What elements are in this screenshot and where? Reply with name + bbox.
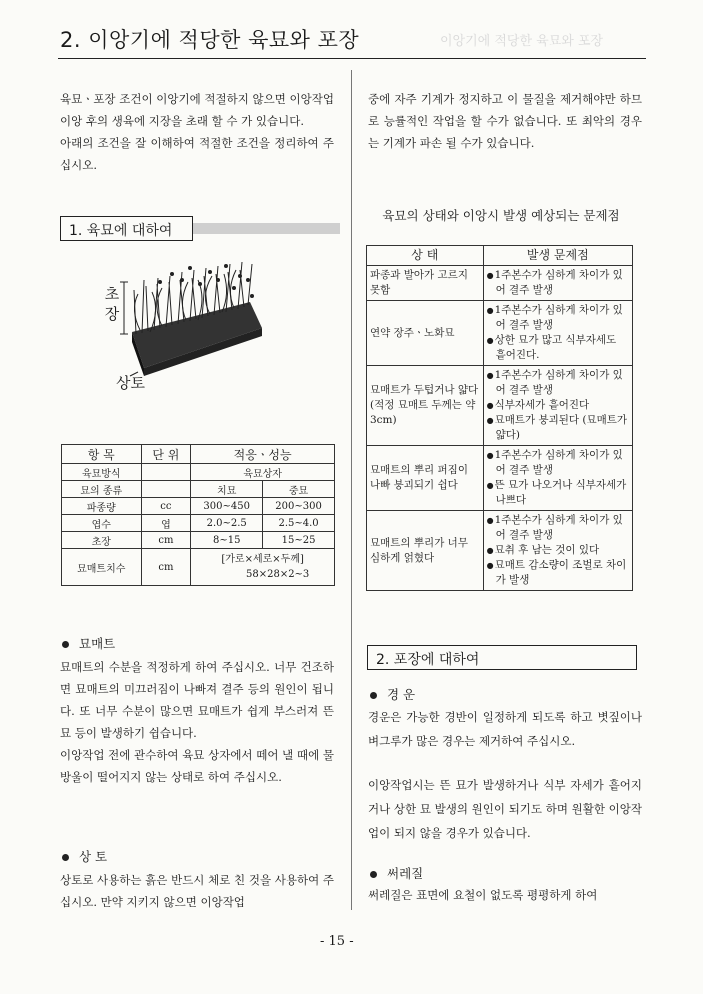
table-row: [62, 481, 335, 498]
subheading-soil: [62, 847, 107, 865]
table-row: [62, 532, 335, 549]
subheading-hardpan: [370, 685, 415, 703]
cell-value: 2.5~4.0: [263, 515, 335, 532]
col-header-performance: 적응ㆍ성능: [191, 445, 335, 464]
problem-item: ● 묘매트가 붕괴된다 (묘매트가 얇다): [487, 413, 629, 443]
cell-state: 묘매트가 두텁거나 얇다 (적정 묘매트 두께는 약 3cm): [367, 366, 484, 446]
table-row: [367, 446, 633, 511]
subheading-label: 상 토: [79, 849, 108, 864]
hardpan-para-1: 경운은 가능한 경반이 일정하게 되도록 하고 볏짚이나 벼그루가 많은 경우는 제거하여 주십시오.: [368, 710, 642, 748]
soil-para: 상토로 사용하는 흙은 반드시 체로 친 것을 사용하여 주십시오. 만약 지키지 않으면 이앙작업: [60, 873, 334, 909]
height-bracket-icon: [120, 282, 128, 334]
cell-value: 중묘: [263, 481, 335, 498]
bullet-icon: [62, 641, 69, 648]
cell-problems: [483, 511, 632, 591]
problem-item: ● 1주본수가 심하게 차이가 있어 결주 발생: [487, 513, 629, 543]
table-row: [367, 266, 633, 301]
cell-problems: [483, 446, 632, 511]
continued-text: [368, 88, 642, 154]
cell-value: 15~25: [263, 532, 335, 549]
section-heading-field: [367, 645, 637, 670]
cell-value: 8~15: [191, 532, 263, 549]
cell-value: [191, 549, 335, 586]
intro-para-1: 육묘ㆍ포장 조건이 이앙기에 적절하지 않으면 이앙작업 이앙 후의 생육에 지장을 초래 할 수 가 있습니다.: [60, 92, 334, 128]
soil-block-icon: [132, 302, 262, 376]
table-row: [62, 515, 335, 532]
page-title: 2. 이앙기에 적당한 육묘와 포장: [60, 28, 360, 52]
harrow-para: 써레질은 표면에 요철이 없도록 평평하게 하여: [368, 888, 598, 902]
cell-item: 묘의 종류: [62, 481, 142, 498]
table-header-row: [367, 246, 633, 266]
cell-unit: cm: [141, 532, 191, 549]
mat-para-1: 묘매트의 수분을 적정하게 하여 주십시오. 너무 건조하면 묘매트의 미끄러짐이 나빠져 결주 등의 원인이 됩니다. 또 너무 수분이 많으면 묘매트가 쉽게 부스러져 뜬묘 등이 발생하기 쉽습니다.: [60, 660, 334, 740]
cell-problems: [483, 301, 632, 366]
cell-value: 300~450: [191, 498, 263, 515]
table-row: [367, 366, 633, 446]
cell-value: 2.0~2.5: [191, 515, 263, 532]
col-header-state: 상 태: [367, 246, 484, 266]
mat-text: [60, 656, 334, 788]
cell-problems: [483, 266, 632, 301]
cell-item: 육묘방식: [62, 464, 142, 481]
problem-item: ● 뜬 묘가 나오거나 식부자세가 나쁘다: [487, 478, 629, 508]
cell-state: 연약 장주ㆍ노화묘: [367, 301, 484, 366]
cell-state: 묘매트의 뿌리가 너무 심하게 얽혔다: [367, 511, 484, 591]
cell-state: 묘매트의 뿌리 퍼짐이 나빠 붕괴되기 쉽다: [367, 446, 484, 511]
mat-dims-label: [가로×세로×두께]: [221, 554, 304, 565]
hardpan-text: [368, 705, 642, 845]
cell-unit: [141, 464, 191, 481]
col-header-unit: 단 위: [141, 445, 191, 464]
section-heading-label: 1. 육묘에 대하여: [69, 223, 173, 239]
col-header-item: 항 목: [62, 445, 142, 464]
column-divider: [351, 70, 352, 910]
table-row: [62, 464, 335, 481]
problem-item: ● 식부자세가 흩어진다: [487, 398, 629, 413]
cell-item: 묘매트치수: [62, 549, 142, 586]
hardpan-para-2: 이앙작업시는 뜬 묘가 발생하거나 식부 자세가 흩어지거나 상한 묘 발생의 원인이 되기도 하며 원활한 이앙작업이 되지 않을 경우가 있습니다.: [368, 778, 642, 840]
bullet-icon: [62, 854, 69, 861]
section-heading-seedling: [60, 216, 193, 241]
plant-height-label: 초장: [104, 285, 120, 323]
cell-state: 파종과 발아가 고르지 못함: [367, 266, 484, 301]
problem-item: ● 묘매트 감소량이 조벌로 차이가 발생: [487, 558, 629, 588]
problem-item: ● 1주본수가 심하게 차이가 있어 결주 발생: [487, 268, 629, 298]
cell-value: 치묘: [191, 481, 263, 498]
seedling-spec-table: [61, 444, 335, 586]
problem-item: ● 1주본수가 심하게 차이가 있어 결주 발생: [487, 303, 629, 333]
problem-item: ● 묘취 후 남는 것이 있다: [487, 543, 629, 558]
problem-item: ● 1주본수가 심하게 차이가 있어 결주 발생: [487, 368, 629, 398]
problem-item: ● 상한 묘가 많고 식부자세도 흩어진다.: [487, 333, 629, 363]
table-row: [367, 301, 633, 366]
cell-problems: [483, 366, 632, 446]
soil-text: [60, 869, 334, 913]
problem-item: ● 1주본수가 심하게 차이가 있어 결주 발생: [487, 448, 629, 478]
table-header-row: [62, 445, 335, 464]
subheading-label: 묘매트: [79, 636, 116, 651]
cell-value: 육묘상자: [191, 464, 335, 481]
continued-para: 중에 자주 기계가 정지하고 이 물질을 제거해야만 하므로 능률적인 작업을 할 수가 없습니다. 또 최악의 경우는 기계가 파손 될 수가 있습니다.: [368, 92, 642, 150]
cell-value: 200~300: [263, 498, 335, 515]
harrow-text: [368, 884, 642, 906]
soil-label: 상토: [116, 374, 145, 392]
cell-item: 엽수: [62, 515, 142, 532]
cell-item: 초장: [62, 532, 142, 549]
bullet-icon: [370, 692, 377, 699]
title-rule: [58, 58, 646, 59]
section-heading-label: 2. 포장에 대하여: [376, 652, 480, 668]
table-row: [367, 511, 633, 591]
page-number: - 15 -: [320, 934, 354, 949]
problem-table: [366, 245, 633, 591]
table-row: [62, 549, 335, 586]
subheading-harrow: [370, 864, 423, 882]
col-header-problem: 발생 문제점: [483, 246, 632, 266]
cell-unit: 엽: [141, 515, 191, 532]
bleed-through-title: 이앙기에 적당한 육묘와 포장: [440, 34, 604, 49]
subheading-mat: [62, 634, 115, 652]
mat-para-2: 이앙작업 전에 관수하여 육묘 상자에서 떼어 낼 때에 물방울이 떨어지지 않는 상태로 하여 주십시오.: [60, 748, 334, 784]
cell-item: 파종량: [62, 498, 142, 515]
subheading-label: 경 운: [387, 687, 416, 702]
cell-unit: cc: [141, 498, 191, 515]
cell-unit: cm: [141, 549, 191, 586]
mat-dims-value: 58×28×2~3: [245, 569, 310, 580]
table-row: [62, 498, 335, 515]
problem-table-title: 육묘의 상태와 이앙시 발생 예상되는 문제점: [382, 208, 620, 223]
intro-para-2: 아래의 조건을 잘 이해하여 적절한 조건을 정리하여 주십시오.: [60, 136, 334, 172]
subheading-label: 써레질: [387, 866, 424, 881]
bullet-icon: [370, 871, 377, 878]
intro-text: [60, 88, 334, 176]
cell-unit: [141, 481, 191, 498]
